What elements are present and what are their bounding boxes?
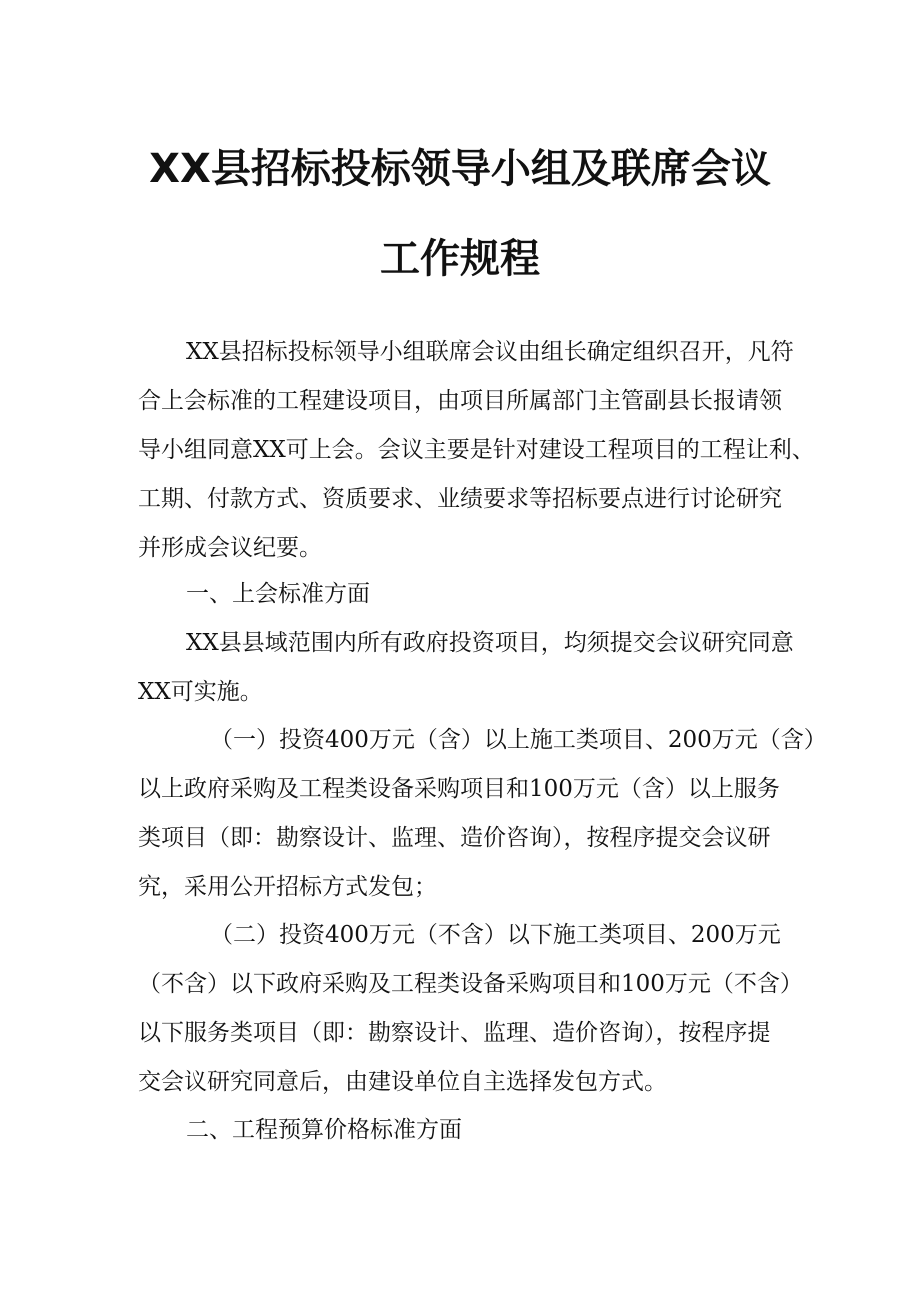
- paragraph-3-line-3: 类项目（即：勘察设计、监理、造价咨询），按程序提交会议研: [138, 825, 771, 851]
- paragraph-2-line-2: XX可实施。: [138, 679, 263, 705]
- paragraph-1-line-1: XX县招标投标领导小组联席会议由组长确定组织召开，凡符: [186, 339, 794, 365]
- paragraph-1-line-4: 工期、付款方式、资质要求、业绩要求等招标要点进行讨论研究: [138, 486, 782, 512]
- section-heading-2: 二、工程预算价格标准方面: [186, 1117, 462, 1143]
- paragraph-3-line-4: 究，采用公开招标方式发包；: [138, 874, 437, 900]
- paragraph-2-line-1: XX县县域范围内所有政府投资项目，均须提交会议研究同意: [186, 630, 794, 656]
- paragraph-4-line-2: （不含）以下政府采购及工程类设备采购项目和100万元（不含）: [138, 971, 803, 997]
- paragraph-1-line-3: 导小组同意XX可上会。会议主要是针对建设工程项目的工程让利、: [138, 437, 815, 463]
- section-heading-1: 一、上会标准方面: [186, 581, 370, 607]
- paragraph-3-line-1: （一）投资400万元（含）以上施工类项目、200万元（含）: [210, 727, 827, 753]
- paragraph-3-line-2: 以上政府采购及工程类设备采购项目和100万元（含）以上服务: [138, 776, 780, 802]
- document-title-line-2: 工作规程: [380, 236, 540, 282]
- paragraph-1-line-2: 合上会标准的工程建设项目，由项目所属部门主管副县长报请领: [138, 388, 782, 414]
- document-title-line-1: XX县招标投标领导小组及联席会议: [149, 146, 771, 192]
- paragraph-1-line-5: 并形成会议纪要。: [138, 535, 322, 561]
- paragraph-4-line-3: 以下服务类项目（即：勘察设计、监理、造价咨询），按程序提: [138, 1020, 771, 1046]
- paragraph-4-line-4: 交会议研究同意后，由建设单位自主选择发包方式。: [138, 1069, 667, 1095]
- paragraph-4-line-1: （二）投资400万元（不含）以下施工类项目、200万元: [210, 922, 781, 948]
